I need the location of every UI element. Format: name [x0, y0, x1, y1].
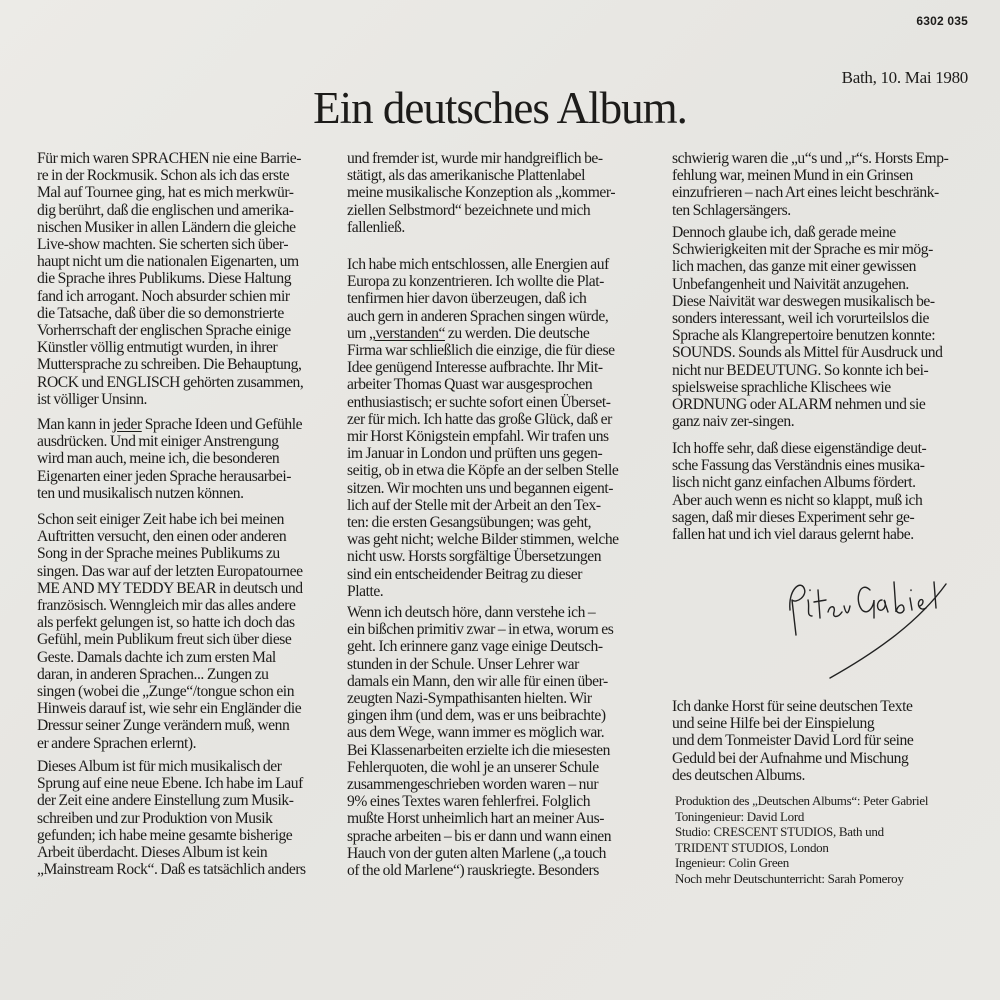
text-line: Song in der Sprache meines Publikums zu [37, 545, 280, 563]
underlined-word: „verstanden“ [368, 324, 445, 342]
text-line: damals ein Mann, den wir alle für einen über- [347, 672, 608, 690]
text-line: einzufrieren – nach Art eines leicht beschränk- [672, 184, 939, 202]
text-line: Mal auf Tournee ging, hat es mich merkwür- [37, 184, 294, 202]
text-line: dig berührt, daß die englischen und amerika- [37, 201, 294, 219]
text-line: zusammengeschrieben worden waren – nur [347, 776, 599, 794]
credit-line: TRIDENT STUDIOS, London [675, 839, 829, 855]
paragraph [37, 150, 333, 408]
text-line: Bei Klassenarbeiten erzielte ich die miesesten [347, 741, 611, 759]
text-line: „Mainstream Rock“. Daß es tatsächlich anders [37, 861, 306, 879]
text-line: fehlung war, meinen Mund in ein Grinsen [672, 167, 913, 185]
text-line: er andere Sprachen erlernt). [37, 734, 197, 752]
text-line: ROCK und ENGLISCH gehörten zusammen, [37, 373, 304, 391]
text-segment: Sprache Ideen und Gefühle [141, 416, 303, 433]
text-line: Hauch von der guten alten Marlene („a touch [347, 844, 607, 862]
text-line: sind ein entscheidender Beitrag zu dieser [347, 565, 582, 583]
text-line: Geste. Damals dachte ich zum ersten Mal [37, 648, 276, 666]
text-line: enthusiastisch; er suchte sofort einen Überset- [347, 393, 611, 411]
text-line: des deutschen Albums. [672, 766, 805, 784]
credit-line: Produktion des „Deutschen Albums“: Peter Gabriel [675, 793, 929, 808]
text-line: Schwierigkeiten mit der Sprache es mir mög- [672, 241, 933, 259]
text-line [37, 416, 302, 433]
text-line: Sprache als Klangrepertoire benutzen konnte: [672, 327, 936, 345]
text-line: die Sprache ihres Publikums. Diese Haltung [37, 270, 292, 288]
paragraph [347, 256, 645, 600]
text-line: nicht nur BEDEUTUNG. So konnte ich bei- [672, 361, 929, 379]
text-line: meine musikalische Konzeption als „kommer- [347, 184, 616, 202]
text-line: Dieses Album ist für mich musikalisch der [37, 758, 282, 775]
text-line [347, 325, 589, 342]
text-line: und dem Tonmeister David Lord für seine [672, 732, 914, 750]
text-line: Künstler völlig entmutigt wurden, in ihrer [37, 339, 278, 357]
text-line: ORDNUNG oder ALARM nehmen und sie [672, 396, 926, 414]
text-line: Ich habe mich entschlossen, alle Energien auf [347, 256, 609, 273]
text-line: Unbefangenheit und Naivität anzugehen. [672, 275, 909, 293]
paragraph [347, 150, 645, 236]
text-line: nicht usw. Horsts sorgfältige Übersetzungen [347, 548, 602, 566]
text-line: ME AND MY TEDDY BEAR in deutsch und [37, 579, 303, 597]
text-line: und seine Hilfe bei der Einspielung [672, 715, 875, 733]
text-line: als perfekt gelungen ist, so hatte ich doch das [37, 614, 295, 632]
text-line: Aber auch wenn es nicht so klappt, muß ich [672, 491, 923, 509]
text-line: stätigt, als das amerikanische Plattenlabel [347, 167, 586, 185]
text-line: mir Horst Königstein empfahl. Wir trafen uns [347, 428, 609, 446]
text-line: re in der Rockmusik. Schon als ich das erste [37, 167, 290, 185]
text-line: ist völliger Unsinn. [37, 390, 147, 408]
text-line: fallenließ. [347, 218, 405, 236]
text-line: Firma war schließlich die einzige, die für diese [347, 342, 615, 360]
text-line: fallen hat und ich viel daraus gelernt habe. [672, 526, 914, 544]
paragraph [672, 224, 966, 430]
text-line: sitzen. Wir mochten uns und begannen eigent- [347, 479, 613, 497]
credit-line: Ingenieur: Colin Green [675, 855, 789, 870]
text-line: französisch. Wenngleich mir das alles andere [37, 597, 296, 615]
text-line: geht. Ich erinnere ganz vage einige Deutsch- [347, 638, 603, 656]
text-line: sche Fassung das Verständnis eines musika- [672, 457, 925, 475]
text-line: Geduld bei der Aufnahme und Mischung [672, 749, 909, 767]
text-line: gingen ihm (und dem, was er uns beibrachte) [347, 707, 606, 725]
text-line: haupt nicht um die nationalen Eigenarten, um [37, 253, 299, 271]
text-line: arbeiter Thomas Quast war ausgesprochen [347, 376, 593, 394]
text-line: ten und musikalisch nutzen können. [37, 484, 244, 502]
text-line: ten: die ersten Gesangsübungen; was geht, [347, 514, 592, 532]
text-line: Auftritten versucht, den einen oder anderen [37, 528, 287, 546]
text-line: und fremder ist, wurde mir handgreiflich be- [347, 150, 603, 167]
text-line: zer für mich. Ich hatte das große Glück, daß er [347, 410, 612, 428]
paragraph [347, 604, 645, 879]
text-line: spielsweise sprachliche Klischees wie [672, 378, 891, 396]
text-line: die Tatsache, daß über die so demonstrierte [37, 304, 284, 322]
text-line: Sprung auf eine neue Ebene. Ich habe im Lauf [37, 775, 303, 793]
text-line: mußte Horst unheimlich hart an meiner Aus- [347, 810, 604, 828]
text-line: der Zeit eine andere Einstellung zum Musik- [37, 792, 294, 810]
text-line: sagen, daß mir dieses Experiment sehr ge- [672, 508, 915, 526]
text-line: Live-show machten. Sie scherten sich über- [37, 236, 289, 254]
text-line: Für mich waren SPRACHEN nie eine Barrie- [37, 150, 301, 167]
credit-line: Studio: CRESCENT STUDIOS, Bath und [675, 824, 884, 839]
text-line: ein bißchen primitiv zwar – in etwa, worum es [347, 621, 614, 639]
paragraph [672, 698, 966, 784]
text-line: Fehlerquoten, die wohl je an unserer Schule [347, 758, 599, 776]
text-line: ziellen Selbstmord“ bezeichnete und mich [347, 201, 591, 219]
text-line: sonders interessant, weil ich vorurteilslos die [672, 310, 929, 328]
text-line: Diese Naivität war deswegen musikalisch be- [672, 292, 935, 310]
text-line: fand ich arrogant. Noch absurder schien mir [37, 287, 290, 305]
production-credits [675, 793, 928, 886]
text-line: seitig, ob in etwa die Köpfe an der selben Stelle [347, 462, 619, 480]
underlined-word: jeder [112, 416, 142, 433]
text-line: ausdrücken. Und mit einiger Anstrengung [37, 433, 279, 451]
text-line: ten Schlagersängers. [672, 201, 791, 219]
text-line: ganz naiv zer-singen. [672, 413, 795, 431]
paragraph [672, 440, 966, 543]
text-line: SOUNDS. Sounds als Mittel für Ausdruck und [672, 344, 943, 362]
text-segment: um [347, 324, 369, 342]
text-line: singen (wobei die „Zunge“/tongue schon ein [37, 683, 295, 701]
paragraph [37, 416, 333, 502]
paragraph [672, 150, 966, 219]
text-line: Platte. [347, 582, 384, 600]
text-line: Schon seit einiger Zeit habe ich bei meinen [37, 511, 284, 528]
text-line: of the old Marlene“) rauskriegte. Besonders [347, 862, 599, 880]
text-line: daran, in anderen Sprachen... Zungen zu [37, 665, 269, 683]
credit-line: Noch mehr Deutschunterricht: Sarah Pomeroy [675, 870, 904, 886]
page-title: Ein deutsches Album. [313, 83, 687, 133]
text-line: gefunden; ich habe meine gesamte bisherige [37, 826, 293, 844]
text-line: Dennoch glaube ich, daß gerade meine [672, 224, 896, 241]
text-line: Hinweis darauf ist, wie sehr ein Engländer die [37, 700, 302, 718]
text-line: aus dem Wege, wann immer es möglich war. [347, 724, 605, 742]
text-segment: zu werden. Die deutsche [444, 324, 590, 342]
text-line: stunden in der Schule. Unser Lehrer war [347, 655, 579, 673]
signature [770, 560, 970, 690]
paragraph [37, 511, 333, 752]
text-line: lich auf der Stelle mit der Arbeit an den Tex- [347, 496, 601, 514]
text-line: Wenn ich deutsch höre, dann verstehe ich – [347, 604, 596, 621]
text-segment: Man kann in [37, 416, 113, 433]
text-line: Ich hoffe sehr, daß diese eigenständige deut- [672, 440, 927, 457]
catalog-number: 6302 035 [916, 14, 968, 28]
text-line: Arbeit überdacht. Dieses Album ist kein [37, 844, 268, 862]
text-line: sprache arbeiten – bis er dann und wann einen [347, 827, 612, 845]
text-line: schreiben und zur Produktion von Musik [37, 809, 273, 827]
text-line: Europa zu konzentrieren. Ich wollte die Plat- [347, 273, 604, 291]
paragraph [37, 758, 333, 878]
text-line: lisch nicht ganz einfachen Albums fördert. [672, 474, 916, 492]
text-line: tenfirmen hier davon überzeugen, daß ich [347, 290, 587, 308]
text-line: Dressur seiner Zunge verändern muß, wenn [37, 717, 290, 735]
text-line: Muttersprache zu schreiben. Die Behauptung, [37, 356, 302, 374]
text-line: Idee genügend Interesse aufbrachte. Ihr Mit- [347, 359, 603, 377]
text-line: wird man auch, meine ich, die besonderen [37, 450, 280, 468]
text-line: lich machen, das ganze mit einer gewissen [672, 258, 916, 276]
text-line: zeugten Nazi-Sympathisanten hielten. Wir [347, 690, 592, 708]
text-line: nischen Musiker in allen Ländern die gleiche [37, 218, 296, 236]
credit-line: Toningenieur: David Lord [675, 808, 805, 824]
text-line: Ich danke Horst für seine deutschen Texte [672, 698, 913, 715]
text-line: 9% eines Textes waren fehlerfrei. Folglich [347, 793, 591, 811]
text-line: schwierig waren die „u“s und „r“s. Horsts Emp- [672, 150, 949, 167]
text-line: Eigenarten einer jeden Sprache herausarbei- [37, 467, 291, 485]
text-line: Gefühl, mein Publikum freut sich über diese [37, 631, 292, 649]
text-line: auch gern in anderen Sprachen singen würde, [347, 307, 609, 325]
text-line: singen. Das war auf der letzten Europatournee [37, 562, 303, 580]
text-line: im Januar in London und prüften uns gegen- [347, 445, 603, 463]
text-line: was geht nicht; welche Bilder stimmen, welche [347, 531, 619, 549]
text-line: Vorherrschaft der englischen Sprache einige [37, 322, 291, 340]
dateline: Bath, 10. Mai 1980 [841, 68, 968, 87]
